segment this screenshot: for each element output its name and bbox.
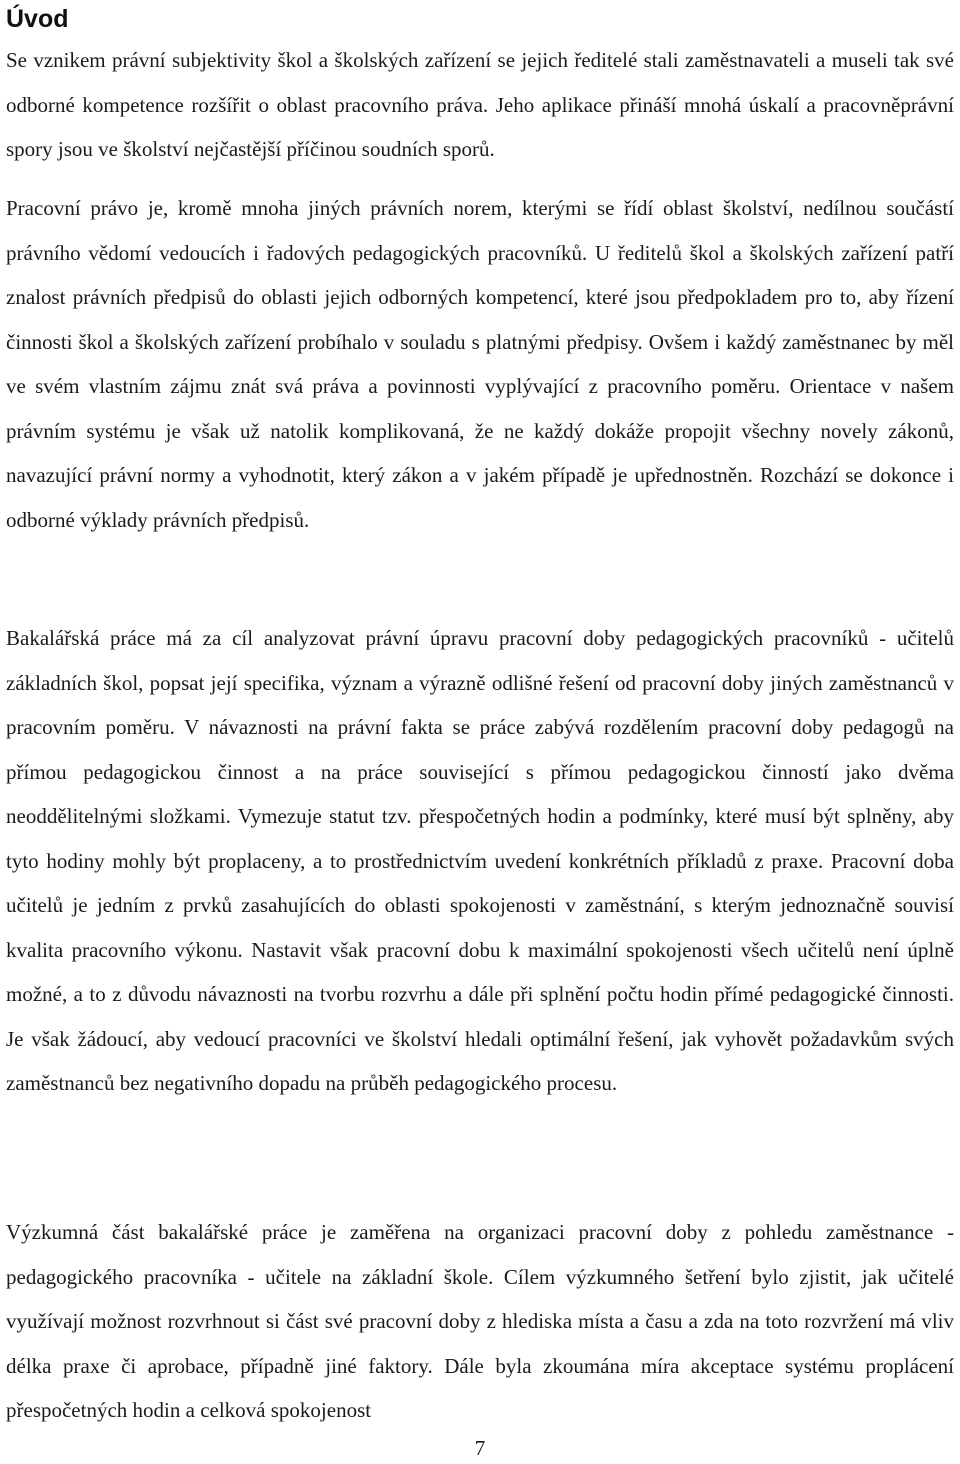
paragraph-4: Výzkumná část bakalářské práce je zaměřena na organizaci pracovní doby z pohledu zaměstnance - pedagogického pracovníka - učitele na základní škole. Cílem výzkumného šetření bylo zjistit, jak učitelé využívají možnost rozvrhnout si část své pracovní doby z hlediska místa a času a zda na toto rozvržení má vliv délka praxe či aprobace, případně jiné faktory. Dále byla zkoumána míra akceptace systému proplácení přespočetných hodin a celková spokojenost [6, 1220, 954, 1422]
paragraph-1: Se vznikem právní subjektivity škol a školských zařízení se jejich ředitelé stali zaměstnavateli a museli tak své odborné kompetence rozšířit o oblast pracovního práva. Jeho aplikace přináší mnohá úskalí a pracovněprávní spory jsou ve školství nejčastější příčinou soudních sporů. [6, 48, 954, 161]
section-heading: Úvod [6, 5, 69, 33]
page-number: 7 [474, 1436, 486, 1460]
paragraph-2: Pracovní právo je, kromě mnoha jiných právních norem, kterými se řídí oblast školství, nedílnou součástí právního vědomí vedoucích i řadových pedagogických pracovníků. U ředitelů škol a školských zařízení patří znalost právních předpisů do oblasti jejich odborných kompetencí, které jsou předpokladem pro to, aby řízení činnosti škol a školských zařízení probíhalo v souladu s platnými předpisy. Ovšem i každý zaměstnanec by měl ve svém vlastním zájmu znát svá práva a povinnosti vyplývající z pracovního poměru. Orientace v našem právním systému je však už natolik komplikovaná, že ne každý dokáže propojit všechny novely zákonů, navazující právní normy a vyhodnotit, který zákon a v jakém případě je upřednostněn. Rozchází se dokonce i odborné výklady právních předpisů. [6, 196, 954, 532]
paragraph-3: Bakalářská práce má za cíl analyzovat právní úpravu pracovní doby pedagogických pracovníků - učitelů základních škol, popsat její specifika, význam a výrazně odlišné řešení od pracovní doby jiných zaměstnanců v pracovním poměru. V návaznosti na právní fakta se práce zabývá rozdělením pracovní doby pedagogů na přímou pedagogickou činnost a na práce související s přímou pedagogickou činností jako dvěma neoddělitelnými složkami. Vymezuje statut tzv. přespočetných hodin a podmínky, které musí být splněny, aby tyto hodiny mohly být proplaceny, a to prostřednictvím uvedení konkrétních příkladů z praxe. Pracovní doba učitelů je jedním z prvků zasahujících do oblasti spokojenosti v zaměstnání, s kterým jednoznačně souvisí kvalita pracovního výkonu. Nastavit však pracovní dobu k maximální spokojenosti všech učitelů není úplně možné, a to z důvodu návaznosti na tvorbu rozvrhu a dále při splnění počtu hodin přímé pedagogické činnosti. Je však žádoucí, aby vedoucí pracovníci ve školství hledali optimální řešení, jak vyhovět požadavkům svých zaměstnanců bez negativního dopadu na průběh pedagogického procesu. [6, 626, 954, 1095]
